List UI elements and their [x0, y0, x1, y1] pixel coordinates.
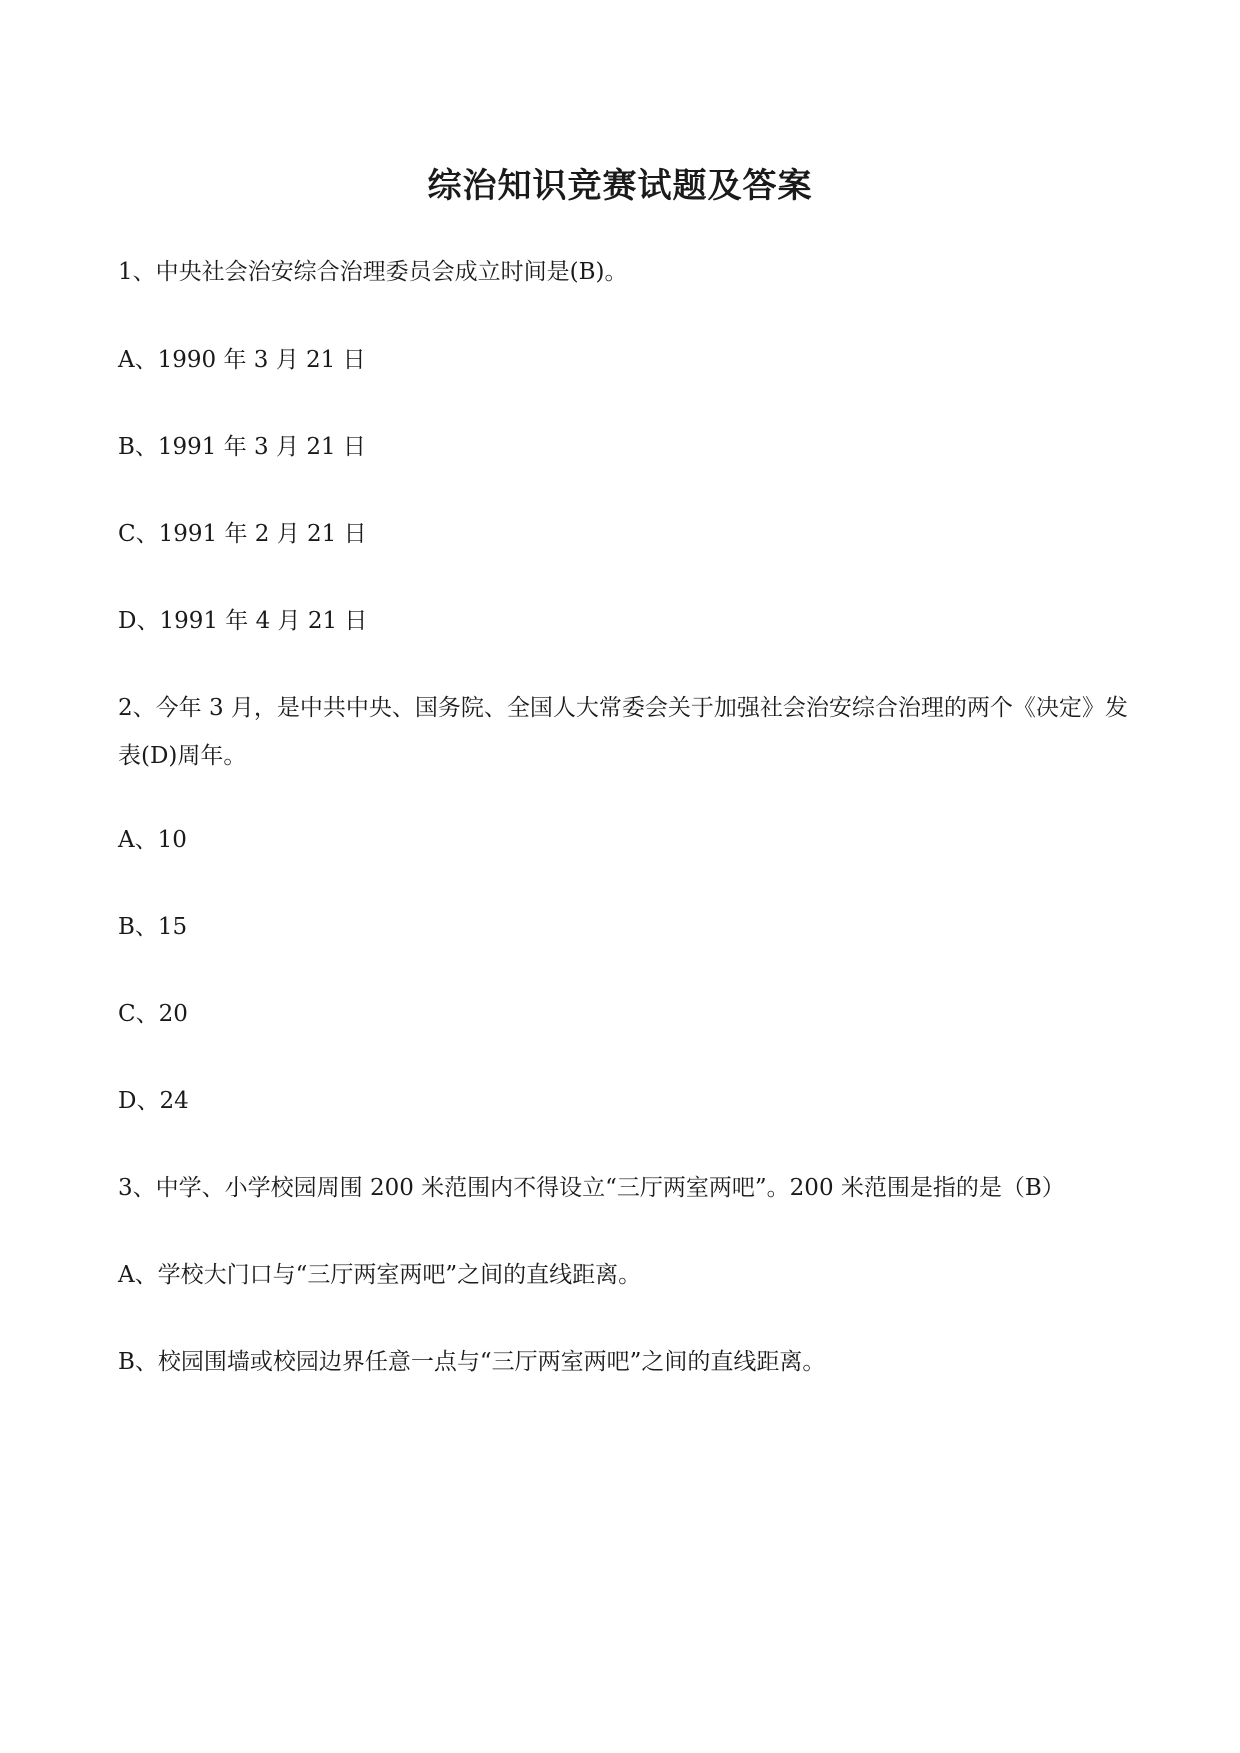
question-1-stem: 1、中央社会治安综合治理委员会成立时间是(B)。 — [118, 259, 628, 285]
question-1-option-b: B、1991 年 3 月 21 日 — [118, 434, 366, 460]
question-2-stem: 2、今年 3 月，是中共中央、国务院、全国人大常委会关于加强社会治安综合治理的两个《决定》发表(D)周年。 — [118, 695, 1128, 769]
page-title: 综治知识竞赛试题及答案 — [427, 166, 813, 206]
question-2-option-c: C、20 — [118, 1001, 188, 1027]
question-2-option-b: B、15 — [118, 914, 188, 940]
question-1-option-a: A、1990 年 3 月 21 日 — [118, 347, 366, 373]
question-1-option-c: C、1991 年 2 月 21 日 — [118, 521, 367, 547]
question-1-option-d: D、1991 年 4 月 21 日 — [118, 608, 368, 634]
question-3-stem: 3、中学、小学校园周围 200 米范围内不得设立“三厅两室两吧”。200 米范围是指的是（B） — [118, 1175, 1065, 1201]
question-2-option-d: D、24 — [118, 1088, 189, 1114]
question-3-option-b: B、校园围墙或校园边界任意一点与“三厅两室两吧”之间的直线距离。 — [118, 1349, 826, 1375]
question-3-option-a: A、学校大门口与“三厅两室两吧”之间的直线距离。 — [118, 1262, 642, 1288]
question-2-option-a: A、10 — [118, 827, 187, 853]
